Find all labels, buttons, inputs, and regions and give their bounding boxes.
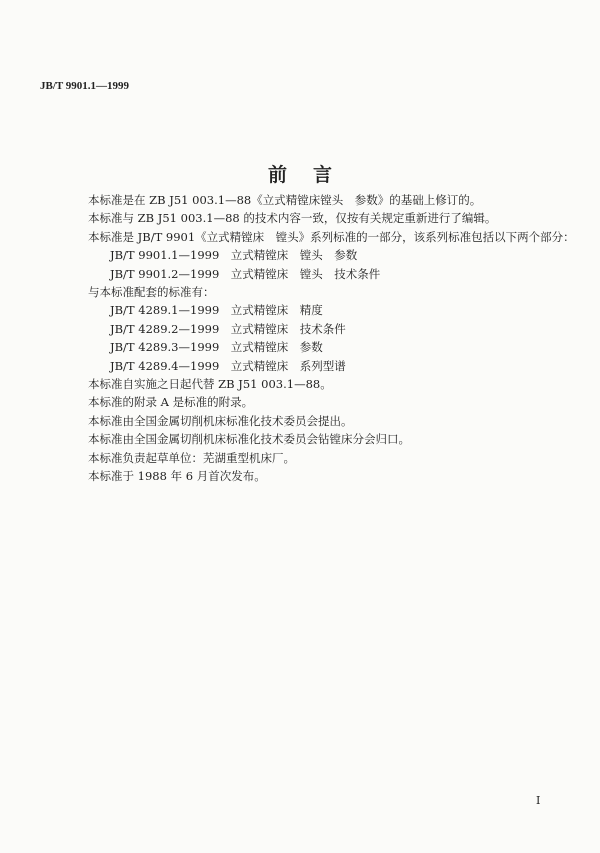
standard-list-item: JB/T 4289.4—1999 立式精镗床 系列型谱: [110, 358, 346, 373]
standard-list-item: JB/T 9901.1—1999 立式精镗床 镗头 参数: [110, 248, 358, 263]
paragraph-line: 本标准与 ZB J51 003.1—88 的技术内容一致，仅按有关规定重新进行了编辑。: [88, 211, 497, 226]
standard-list-item: JB/T 9901.2—1999 立式精镗床 镗头 技术条件: [110, 266, 381, 281]
paragraph-line: 本标准是在 ZB J51 003.1—88《立式精镗床镗头 参数》的基础上修订的。: [88, 193, 482, 207]
paragraph-line: 本标准于 1988 年 6 月首次发布。: [88, 469, 266, 483]
standard-list-item: JB/T 4289.1—1999 立式精镗床 精度: [110, 303, 323, 318]
paragraph-line: 本标准负责起草单位：芜湖重型机床厂。: [88, 450, 295, 465]
standard-list-item: JB/T 4289.3—1999 立式精镗床 参数: [110, 340, 323, 355]
paragraph-line: 本标准自实施之日起代替 ZB J51 003.1—88。: [88, 377, 332, 391]
document-header: JB/T 9901.1—1999: [40, 80, 130, 92]
paragraph-line: 与本标准配套的标准有：: [88, 285, 215, 299]
paragraph-line: 本标准的附录 A 是标准的附录。: [88, 395, 254, 410]
page-title: 前言: [267, 164, 358, 186]
page-number: I: [536, 794, 541, 807]
paragraph-line: 本标准由全国金属切削机床标准化技术委员会钻镗床分会归口。: [88, 432, 410, 447]
paragraph-line: 本标准是 JB/T 9901《立式精镗床 镗头》系列标准的一部分，该系列标准包括以下两个部分：: [88, 229, 575, 244]
paragraph-line: 本标准由全国金属切削机床标准化技术委员会提出。: [88, 413, 353, 428]
standard-list-item: JB/T 4289.2—1999 立式精镗床 技术条件: [110, 321, 346, 336]
